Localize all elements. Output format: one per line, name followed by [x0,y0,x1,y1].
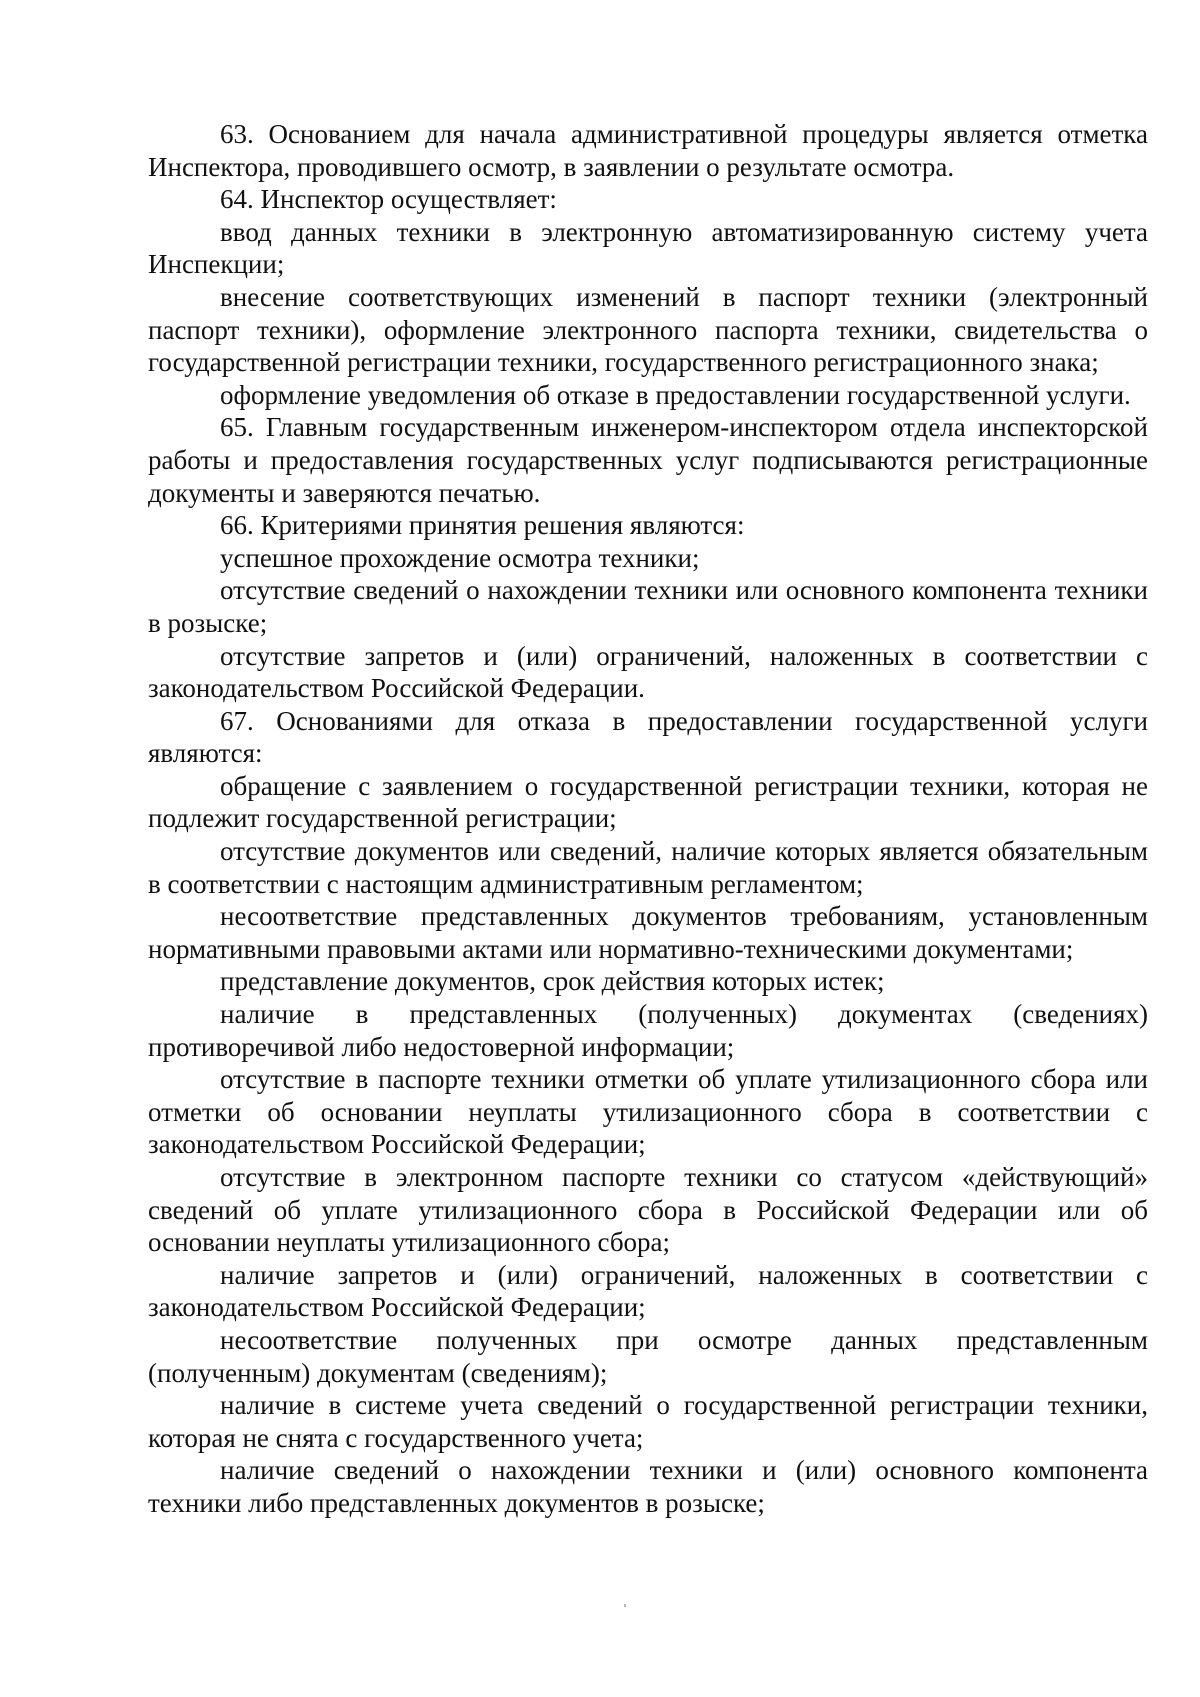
paragraph-63: 63. Основанием для начала административной процедуры является отметка Инспектора, проводившего осмотр, в заявлении о результате осмотра. [148,119,1148,182]
paragraph-67-item-7: отсутствие в электронном паспорте техники со статусом «действующий» сведений об уплате утилизационного сбора в Российской Федерации или об основании неуплаты утилизационного сбора; [148,1162,1148,1258]
document-body [148,118,1148,1520]
paragraph-65: 65. Главным государственным инженером-инспектором отдела инспекторской работы и предоставления государственных услуг подписываются регистрационные документы и заверяются печатью. [148,412,1148,508]
paragraph-66-heading: 66. Критериями принятия решения являются: [220,510,745,541]
paragraph-66-item-2: отсутствие сведений о нахождении техники или основного компонента техники в розыске; [148,575,1148,638]
paragraph-64-item-1: ввод данных техники в электронную автоматизированную систему учета Инспекции; [148,216,1148,280]
paragraph-67-item-2: отсутствие документов или сведений, наличие которых является обязательным в соответствии с настоящим административным регламентом; [148,836,1148,899]
paragraph-67-item-4: представление документов, срок действия которых истек; [220,966,885,997]
paragraph-67-item-8: наличие запретов и (или) ограничений, наложенных в соответствии с законодательством Российской Федерации; [148,1259,1148,1323]
paragraph-67-item-9: несоответствие полученных при осмотре данных представленным (полученным) документам (сведениям); [148,1324,1148,1388]
paragraph-66-item-1: успешное прохождение осмотра техники; [220,542,700,573]
paragraph-64-item-3: оформление уведомления об отказе в предоставлении государственной услуги. [220,379,1131,410]
paragraph-67-item-3: несоответствие представленных документов требованиям, установленным нормативными правовыми актами или нормативно-техническими документами; [148,901,1148,964]
paragraph-66-item-3: отсутствие запретов и (или) ограничений, наложенных в соответствии с законодательством Российской Федерации. [148,640,1148,704]
paragraph-64-item-2: внесение соответствующих изменений в паспорт техники (электронный паспорт техники), оформление электронного паспорта техники, свидетельства о государственной регистрации техники, государственного регистрационного знака; [148,281,1148,378]
paragraph-67-heading: 67. Основаниями для отказа в предоставлении государственной услуги являются: [148,705,1148,769]
paragraph-67-item-10: наличие в системе учета сведений о государственной регистрации техники, которая не снята с государственного учета; [148,1390,1148,1453]
scan-artifact [624,1604,626,1607]
paragraph-67-item-1: обращение с заявлением о государственной регистрации техники, которая не подлежит государственной регистрации; [148,770,1148,834]
paragraph-64-heading: 64. Инспектор осуществляет: [220,184,557,215]
paragraph-67-item-11: наличие сведений о нахождении техники и (или) основного компонента техники либо представленных документов в розыске; [148,1455,1148,1518]
paragraph-67-item-5: наличие в представленных (полученных) документах (сведениях) противоречивой либо недостоверной информации; [148,999,1148,1062]
paragraph-67-item-6: отсутствие в паспорте техники отметки об уплате утилизационного сбора или отметки об основании неуплаты утилизационного сбора в соответствии с законодательством Российской Федерации; [148,1064,1148,1160]
